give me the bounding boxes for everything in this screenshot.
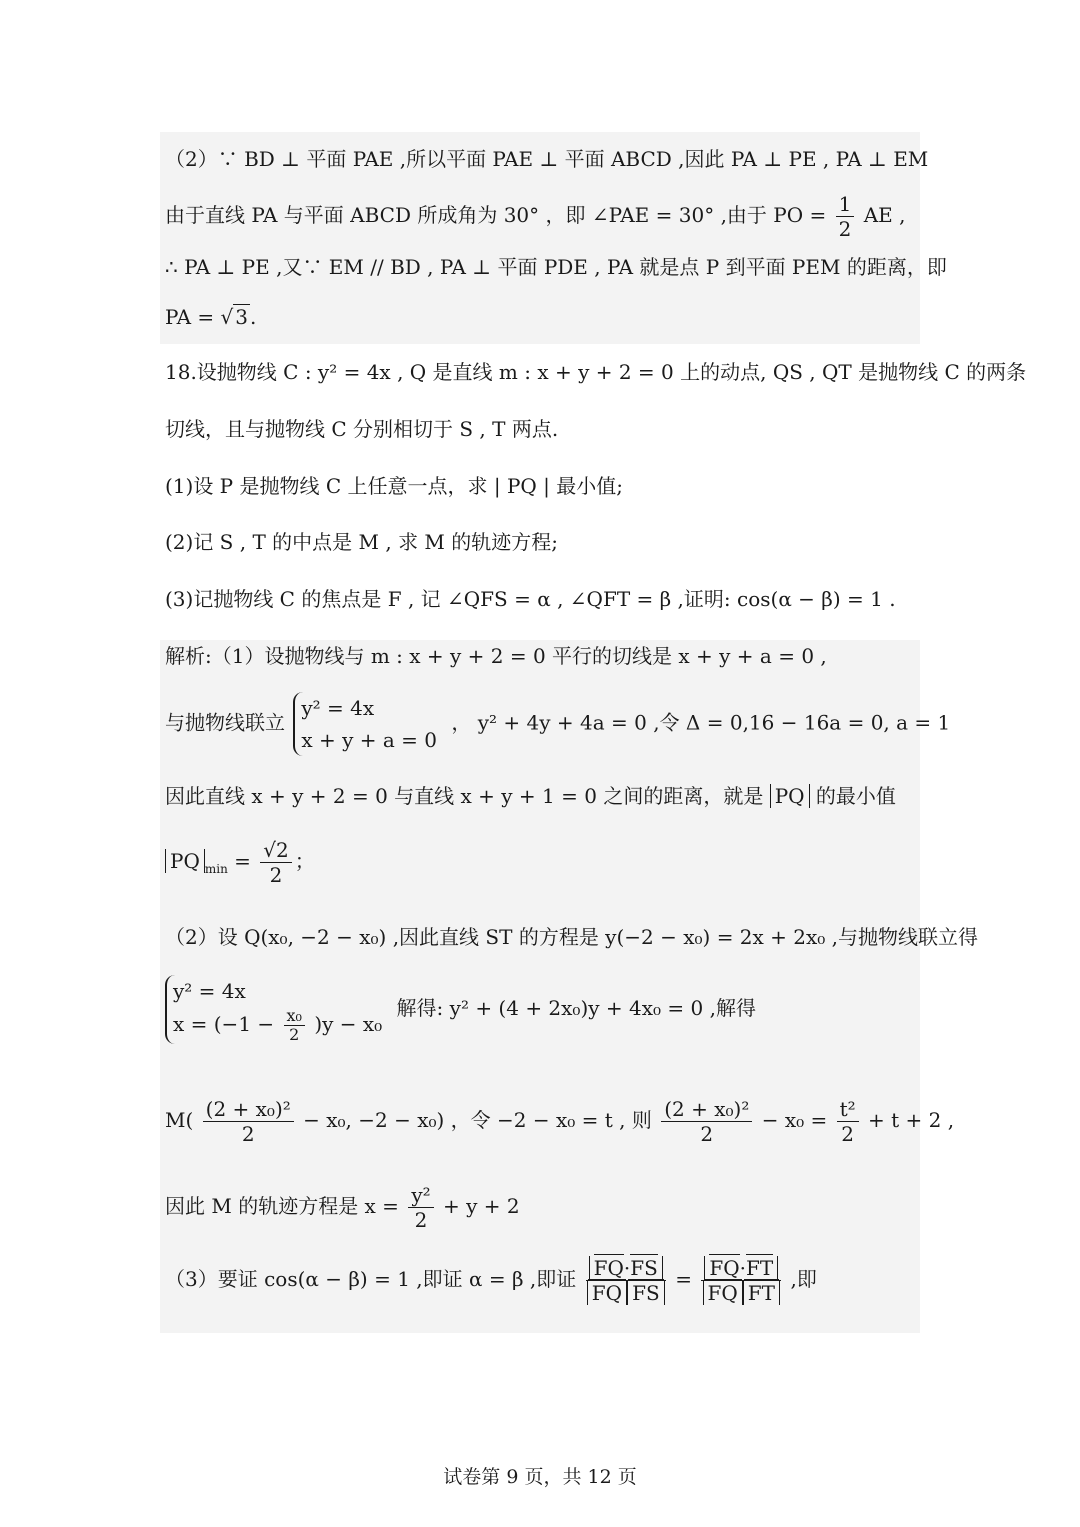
problem-18-part-3 bbox=[165, 585, 896, 613]
text: 因此 M 的轨迹方程是 x = bbox=[165, 1194, 399, 1218]
text: − x₀ = bbox=[761, 1108, 828, 1132]
text: 因此直线 x + y + 2 = 0 与直线 x + y + 1 = 0 之间的距离，就是 bbox=[165, 784, 764, 808]
problem-18-part-1 bbox=[165, 472, 623, 500]
text: (1)设 P 是抛物线 C 上任意一点，求 | PQ | 最小值; bbox=[165, 474, 624, 498]
text: 的最小值 bbox=[815, 784, 896, 808]
numerator: x₀ bbox=[284, 1007, 305, 1026]
text: . bbox=[250, 305, 257, 329]
numerator: t² bbox=[837, 1097, 859, 1122]
denominator: 2 bbox=[838, 217, 852, 241]
vector-ratio-fs bbox=[586, 1256, 666, 1305]
text: (3)记抛物线 C 的焦点是 F , 记 ∠QFS = α , ∠QFT = β ,证明: cos(α − β) = 1 . bbox=[165, 587, 896, 611]
denominator: 2 bbox=[269, 863, 283, 887]
problem-18-line-2 bbox=[165, 415, 558, 443]
text: ,即 bbox=[790, 1267, 817, 1291]
denominator bbox=[701, 1281, 781, 1305]
text: 解得: y² + (4 + 2x₀)y + 4x₀ = 0 ,解得 bbox=[396, 996, 756, 1020]
system-equation-1: y² = 4x bbox=[173, 979, 246, 1003]
text: AE , bbox=[863, 203, 906, 227]
text: )y − x₀ bbox=[314, 1012, 383, 1036]
solution-line-9 bbox=[165, 1256, 817, 1305]
text: ∴ PA ⊥ PE ,又∵ EM // BD , PA ⊥ 平面 PDE , PA 就是点 P 到平面 PEM 的距离，即 bbox=[165, 255, 947, 279]
fraction-y2-over-2 bbox=[408, 1183, 433, 1232]
numerator bbox=[701, 1256, 781, 1281]
solution-line-4 bbox=[165, 838, 315, 887]
text: 与抛物线联立 bbox=[165, 710, 285, 735]
system-equation-2 bbox=[173, 1007, 382, 1044]
system-equation-1: y² = 4x bbox=[301, 696, 375, 720]
fraction-sqrt2-over-2 bbox=[260, 838, 291, 887]
text: − x₀, −2 − x₀) ，令 −2 − x₀ = t , 则 bbox=[303, 1108, 652, 1132]
prev-solution-line-3 bbox=[165, 253, 947, 281]
numerator: (2 + x₀)² bbox=[661, 1097, 752, 1122]
solution-line-3 bbox=[165, 782, 896, 810]
text: x = (−1 − bbox=[173, 1012, 275, 1036]
text: （2）设 Q(x₀, −2 − x₀) ,因此直线 ST 的方程是 y(−2 − x₀) = 2x + 2x₀ ,与抛物线联立得 bbox=[165, 925, 979, 949]
text: （2）∵ BD ⊥ 平面 PAE ,所以平面 PAE ⊥ 平面 ABCD ,因此 PA ⊥ PE , PA ⊥ EM bbox=[165, 147, 929, 171]
fraction bbox=[203, 1097, 294, 1146]
text: = bbox=[234, 849, 251, 873]
denominator: 2 bbox=[289, 1025, 300, 1044]
numerator: y² bbox=[408, 1183, 433, 1208]
text: = bbox=[675, 1267, 692, 1291]
prev-solution-line-4 bbox=[165, 303, 256, 331]
denominator: 2 bbox=[241, 1122, 255, 1146]
solution-line-1 bbox=[165, 642, 827, 670]
problem-18-part-2 bbox=[165, 528, 558, 556]
fraction-one-half bbox=[836, 192, 855, 241]
denominator bbox=[586, 1281, 666, 1305]
solution-line-2 bbox=[165, 692, 950, 756]
text: （3）要证 cos(α − β) = 1 ,即证 α = β ,即证 bbox=[165, 1267, 577, 1291]
fraction bbox=[661, 1097, 752, 1146]
absolute-value bbox=[704, 1256, 778, 1280]
dot: · bbox=[623, 1256, 631, 1280]
vector-magnitude: FS bbox=[627, 1281, 665, 1305]
absolute-value: PQ bbox=[165, 849, 205, 873]
subscript: min bbox=[204, 862, 228, 876]
fraction-x0-over-2 bbox=[284, 1007, 305, 1044]
sqrt-radicand: 3 bbox=[235, 305, 249, 329]
solution-line-8 bbox=[165, 1183, 520, 1232]
fraction bbox=[837, 1097, 859, 1146]
text: 18.设抛物线 C : y² = 4x , Q 是直线 m : x + y + 2 = 0 上的动点, QS , QT 是抛物线 C 的两条 bbox=[165, 360, 1027, 384]
equation-system bbox=[165, 975, 382, 1044]
text: 解析:（1）设抛物线与 m : x + y + 2 = 0 平行的切线是 x + y + a = 0 , bbox=[165, 644, 827, 668]
vector-magnitude: FQ bbox=[703, 1281, 743, 1305]
vector: FT bbox=[745, 1256, 774, 1280]
text: ， y² + 4y + 4a = 0 ,令 Δ = 0,16 − 16a = 0, a = 1 bbox=[451, 710, 951, 735]
prev-solution-line-1 bbox=[165, 145, 928, 173]
denominator: 2 bbox=[841, 1122, 854, 1146]
dot: · bbox=[739, 1256, 746, 1280]
text: 由于直线 PA 与平面 ABCD 所成角为 30° ，即 ∠PAE = 30° ,由于 PO = bbox=[165, 203, 827, 227]
vector-magnitude: FQ bbox=[587, 1281, 627, 1305]
text: + t + 2 , bbox=[868, 1108, 955, 1132]
denominator: 2 bbox=[700, 1122, 714, 1146]
absolute-value: PQ bbox=[770, 784, 810, 808]
text: ； bbox=[294, 849, 315, 873]
vector: FQ bbox=[593, 1256, 624, 1280]
solution-line-7 bbox=[165, 1097, 954, 1146]
system-equation-2: x + y + a = 0 bbox=[301, 728, 438, 752]
vector: FQ bbox=[709, 1256, 740, 1280]
page-number: 试卷第 9 页，共 12 页 bbox=[443, 1466, 637, 1488]
vector-magnitude: FT bbox=[743, 1281, 780, 1305]
absolute-value bbox=[589, 1256, 663, 1280]
page-footer bbox=[0, 1462, 1080, 1489]
problem-18-line-1 bbox=[165, 358, 1026, 386]
solution-line-6 bbox=[165, 975, 756, 1044]
numerator bbox=[586, 1256, 666, 1281]
text: (2)记 S , T 的中点是 M , 求 M 的轨迹方程; bbox=[165, 530, 558, 554]
numerator: (2 + x₀)² bbox=[203, 1097, 294, 1122]
vector-ratio-ft bbox=[701, 1256, 781, 1305]
text: M( bbox=[165, 1108, 194, 1132]
vector: FS bbox=[630, 1256, 658, 1280]
denominator: 2 bbox=[414, 1208, 428, 1232]
text: PA = √ bbox=[165, 305, 234, 329]
equation-system bbox=[293, 692, 437, 756]
text: 切线，且与抛物线 C 分别相切于 S , T 两点. bbox=[165, 417, 559, 441]
solution-line-5 bbox=[165, 923, 978, 951]
numerator: √2 bbox=[260, 838, 291, 863]
numerator: 1 bbox=[836, 192, 855, 217]
text: + y + 2 bbox=[443, 1194, 520, 1218]
prev-solution-line-2 bbox=[165, 192, 905, 241]
